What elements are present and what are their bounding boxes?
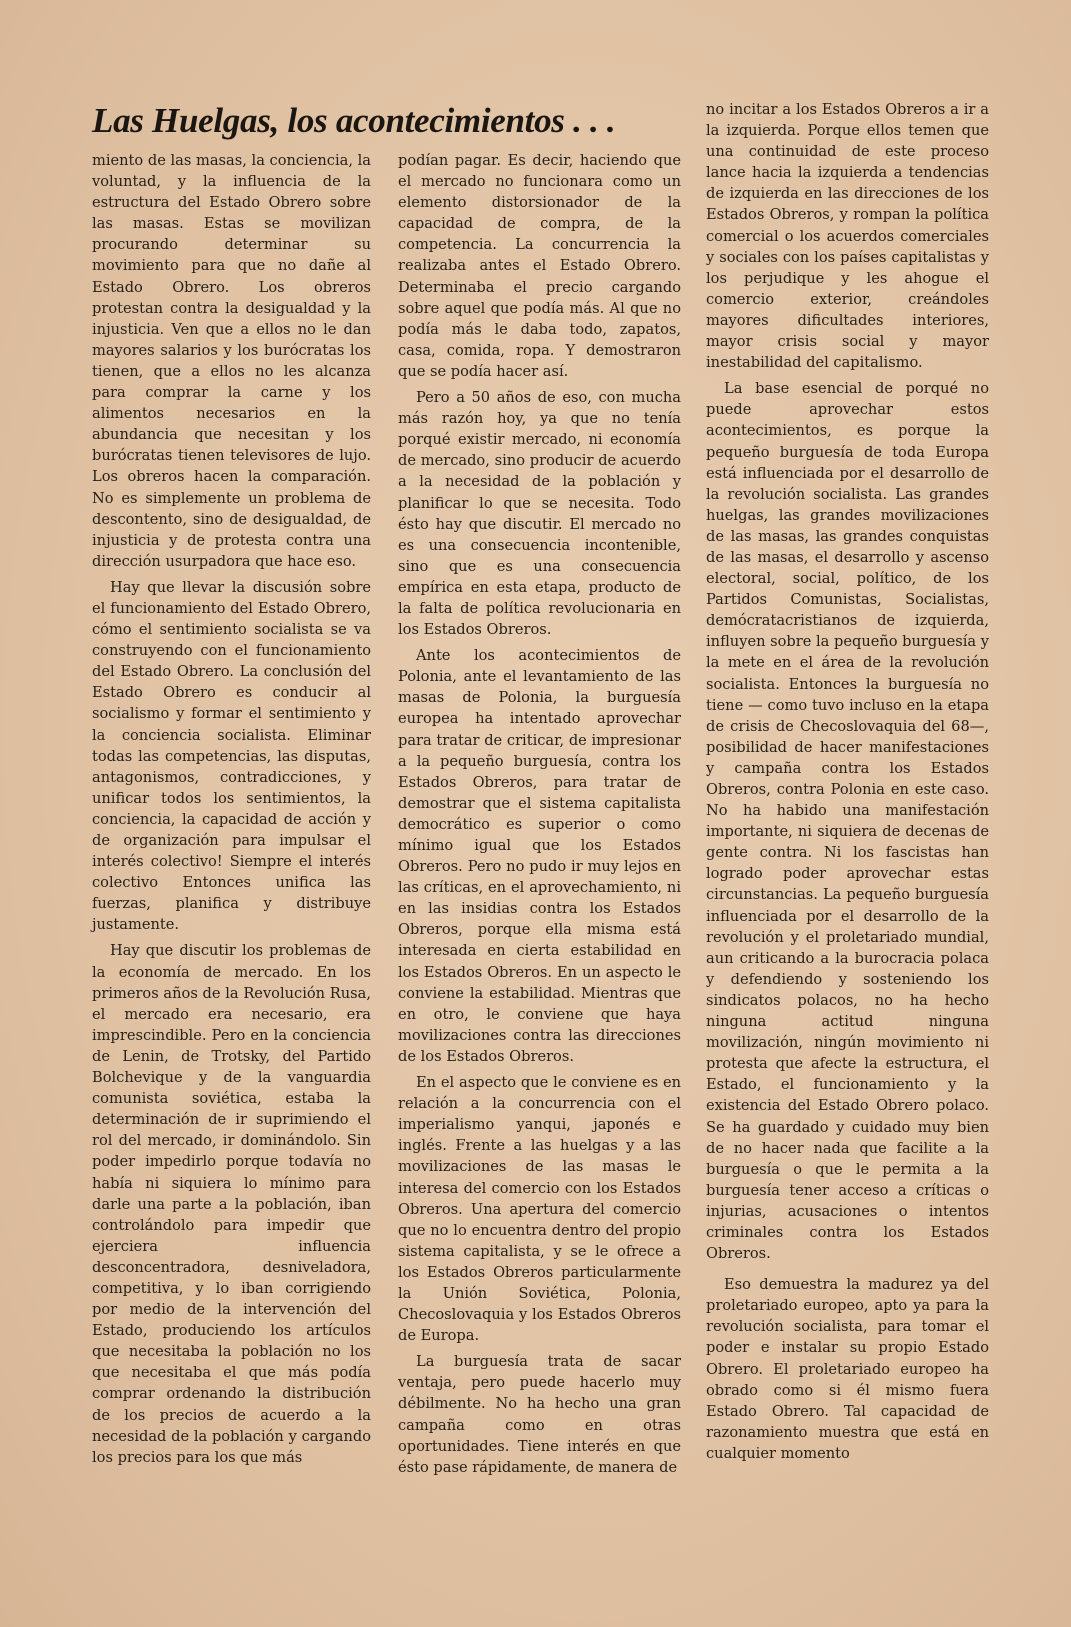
paragraph: Pero a 50 años de eso, con mucha más razón hoy, ya que no tenía porqué existir mercado, ni economía de mercado, sino producir de acuerdo a la necesidad de la población y planificar lo que se necesita. Todo ésto hay que discutir. El mercado no es una consecuencia incontenible, sino que es una consecuencia empírica en esta etapa, producto de la falta de política revolucionaria en los Estados Obreros. [398,389,681,639]
column-3 [706,99,989,1464]
paragraph: La base esencial de porqué no puede aprovechar estos acontecimientos, es porque la pequeño burguesía de toda Europa está influenciada por el desarrollo de la revolución socialista. Las grandes huelgas, las grandes movilizaciones de las masas, las grandes conquistas de las masas, el desarrollo y ascenso electoral, social, político, de los Partidos Comunistas, Socialistas, demócratacristianos de izquierda, influyen sobre la pequeño burguesía y la mete en el área de la revolución socialista. Entonces la burguesía no tiene — como tuvo incluso en la etapa de crisis de Checoslovaquia del 68—, posibilidad de hacer manifestaciones y campaña contra los Estados Obreros, contra Polonia en este caso. No ha habido una manifestación importante, ni siquiera de decenas de gente contra. Ni los fascistas han logrado poder aprovechar estas circunstancias. La pequeño burguesía influenciada por el desarrollo de la revolución y el proletariado mundial, aun criticando a la burocracia polaca y defendiendo y sosteniendo los sindicatos polacos, no ha hecho ninguna actitud ninguna movilización, ningún movimiento ni protesta que afecte la estructura, el Estado, el funcionamiento y la existencia del Estado Obrero polaco. Se ha guardado y cuidado muy bien de no hacer nada que facilite a la burguesía o que le permita a la burguesía tener acceso a críticas o injurias, acusaciones o intentos criminales contra los Estados Obreros. [706,380,990,1263]
paragraph: Eso demuestra la madurez ya del proletariado europeo, apto ya para la revolución socialista, para tomar el poder e instalar su propio Estado Obrero. El proletariado europeo ha obrado como si él mismo fuera Estado Obrero. Tal capacidad de razonamiento muestra que está en cualquier momento [706,1276,989,1462]
paragraph: podían pagar. Es decir, haciendo que el mercado no funcionara como un elemento distorsionador de la capacidad de compra, de la competencia. La concurrencia la realizaba antes el Estado Obrero. Determinaba el precio cargando sobre aquel que podía más. Al que no podía más le daba todo, zapatos, casa, comida, ropa. Y demostraron que se podía hacer así. [398,152,681,380]
article-headline: Las Huelgas, los acontecimientos . . . [92,101,616,140]
column-2 [398,150,681,1478]
paragraph: En el aspecto que le conviene es en relación a la concurrencia con el imperialismo yanqui, japonés e inglés. Frente a las huelgas y a las movilizaciones de las masas le interesa del comercio con los Estados Obreros. Una apertura del comercio que no lo encuentra dentro del propio sistema capitalista, y se le ofrece a los Estados Obreros particularmente la Unión Soviética, Polonia, Checoslovaquia y los Estados Obreros de Europa. [398,1074,681,1345]
paragraph: Hay que llevar la discusión sobre el funcionamiento del Estado Obrero, cómo el sentimiento socialista se va construyendo con el funcionamiento del Estado Obrero. La conclusión del Estado Obrero es conducir al socialismo y formar el sentimiento y la conciencia socialista. Eliminar todas las competencias, las disputas, antagonismos, contradicciones, y unificar todos los sentimientos, la conciencia, la capacidad de acción y de organización para impulsar el interés colectivo! Siempre el interés colectivo Entonces unifica las fuerzas, planifica y distribuye justamente. [92,578,371,934]
paragraph: La burguesía trata de sacar ventaja, pero puede hacerlo muy débilmente. No ha hecho una gran campaña como en otras oportunidades. Tiene interés en que ésto pase rápidamente, de manera de [398,1353,681,1476]
paragraph: Hay que discutir los problemas de la economía de mercado. En los primeros años de la Revolución Rusa, el mercado era necesario, era imprescindible. Pero en la conciencia de Lenin, de Trotsky, del Partido Bolchevique y de la vanguardia comunista soviética, estaba la determinación de ir suprimiendo el rol del mercado, ir dominándolo. Sin poder impedirlo porque todavía no había ni siquiera lo mínimo para darle una parte a la población, iban controlándolo para impedir que ejerciera influencia desconcentradora, desniveladora, competitiva, y lo iban corrigiendo por medio de la intervención del Estado, produciendo los artículos que necesitaba la población no los que necesitaba el que más podía comprar ordenando la distribución de los precios de acuerdo a la necesidad de la población y cargando los precios para los que más [92,942,371,1466]
paragraph: miento de las masas, la conciencia, la voluntad, y la influencia de la estructura del Estado Obrero sobre las masas. Estas se movilizan procurando determinar su movimiento para que no dañe al Estado Obrero. Los obreros protestan contra la desigualdad y la injusticia. Ven que a ellos no le dan mayores salarios y los burócratas los tienen, que a ellos no les alcanza para comprar la carne y los alimentos necesarios en la abundancia que necesitan y los burócratas tienen televisores de lujo. Los obreros hacen la comparación. No es simplemente un problema de descontento, sino de desigualdad, de injusticia y de protesta contra una dirección usurpadora que hace eso. [92,152,371,570]
column-1 [92,150,371,1468]
paragraph: Ante los acontecimientos de Polonia, ante el levantamiento de las masas de Polonia, la burguesía europea ha intentado aprovechar para tratar de criticar, de impresionar a la pequeño burguesía, contra los Estados Obreros, para tratar de demostrar que el sistema capitalista democrático es superior o como mínimo igual que los Estados Obreros. Pero no pudo ir muy lejos en las críticas, en el aprovechamiento, ni en las insidias contra los Estados Obreros, porque ella misma está interesada en cierta estabilidad en los Estados Obreros. En un aspecto le conviene la estabilidad. Mientras que en otro, le conviene que haya movilizaciones contra las direcciones de los Estados Obreros. [398,647,681,1065]
paragraph: no incitar a los Estados Obreros a ir a la izquierda. Porque ellos temen que una continuidad de este proceso lance hacia la izquierda a tendencias de izquierda en las direcciones de los Estados Obreros, y rompan la política comercial o los acuerdos comerciales y sociales con los países capitalistas y los perjudique y les ahogue el comercio exterior, creándoles mayores dificultades interiores, mayor crisis social y mayor inestabilidad del capitalismo. [706,101,989,372]
